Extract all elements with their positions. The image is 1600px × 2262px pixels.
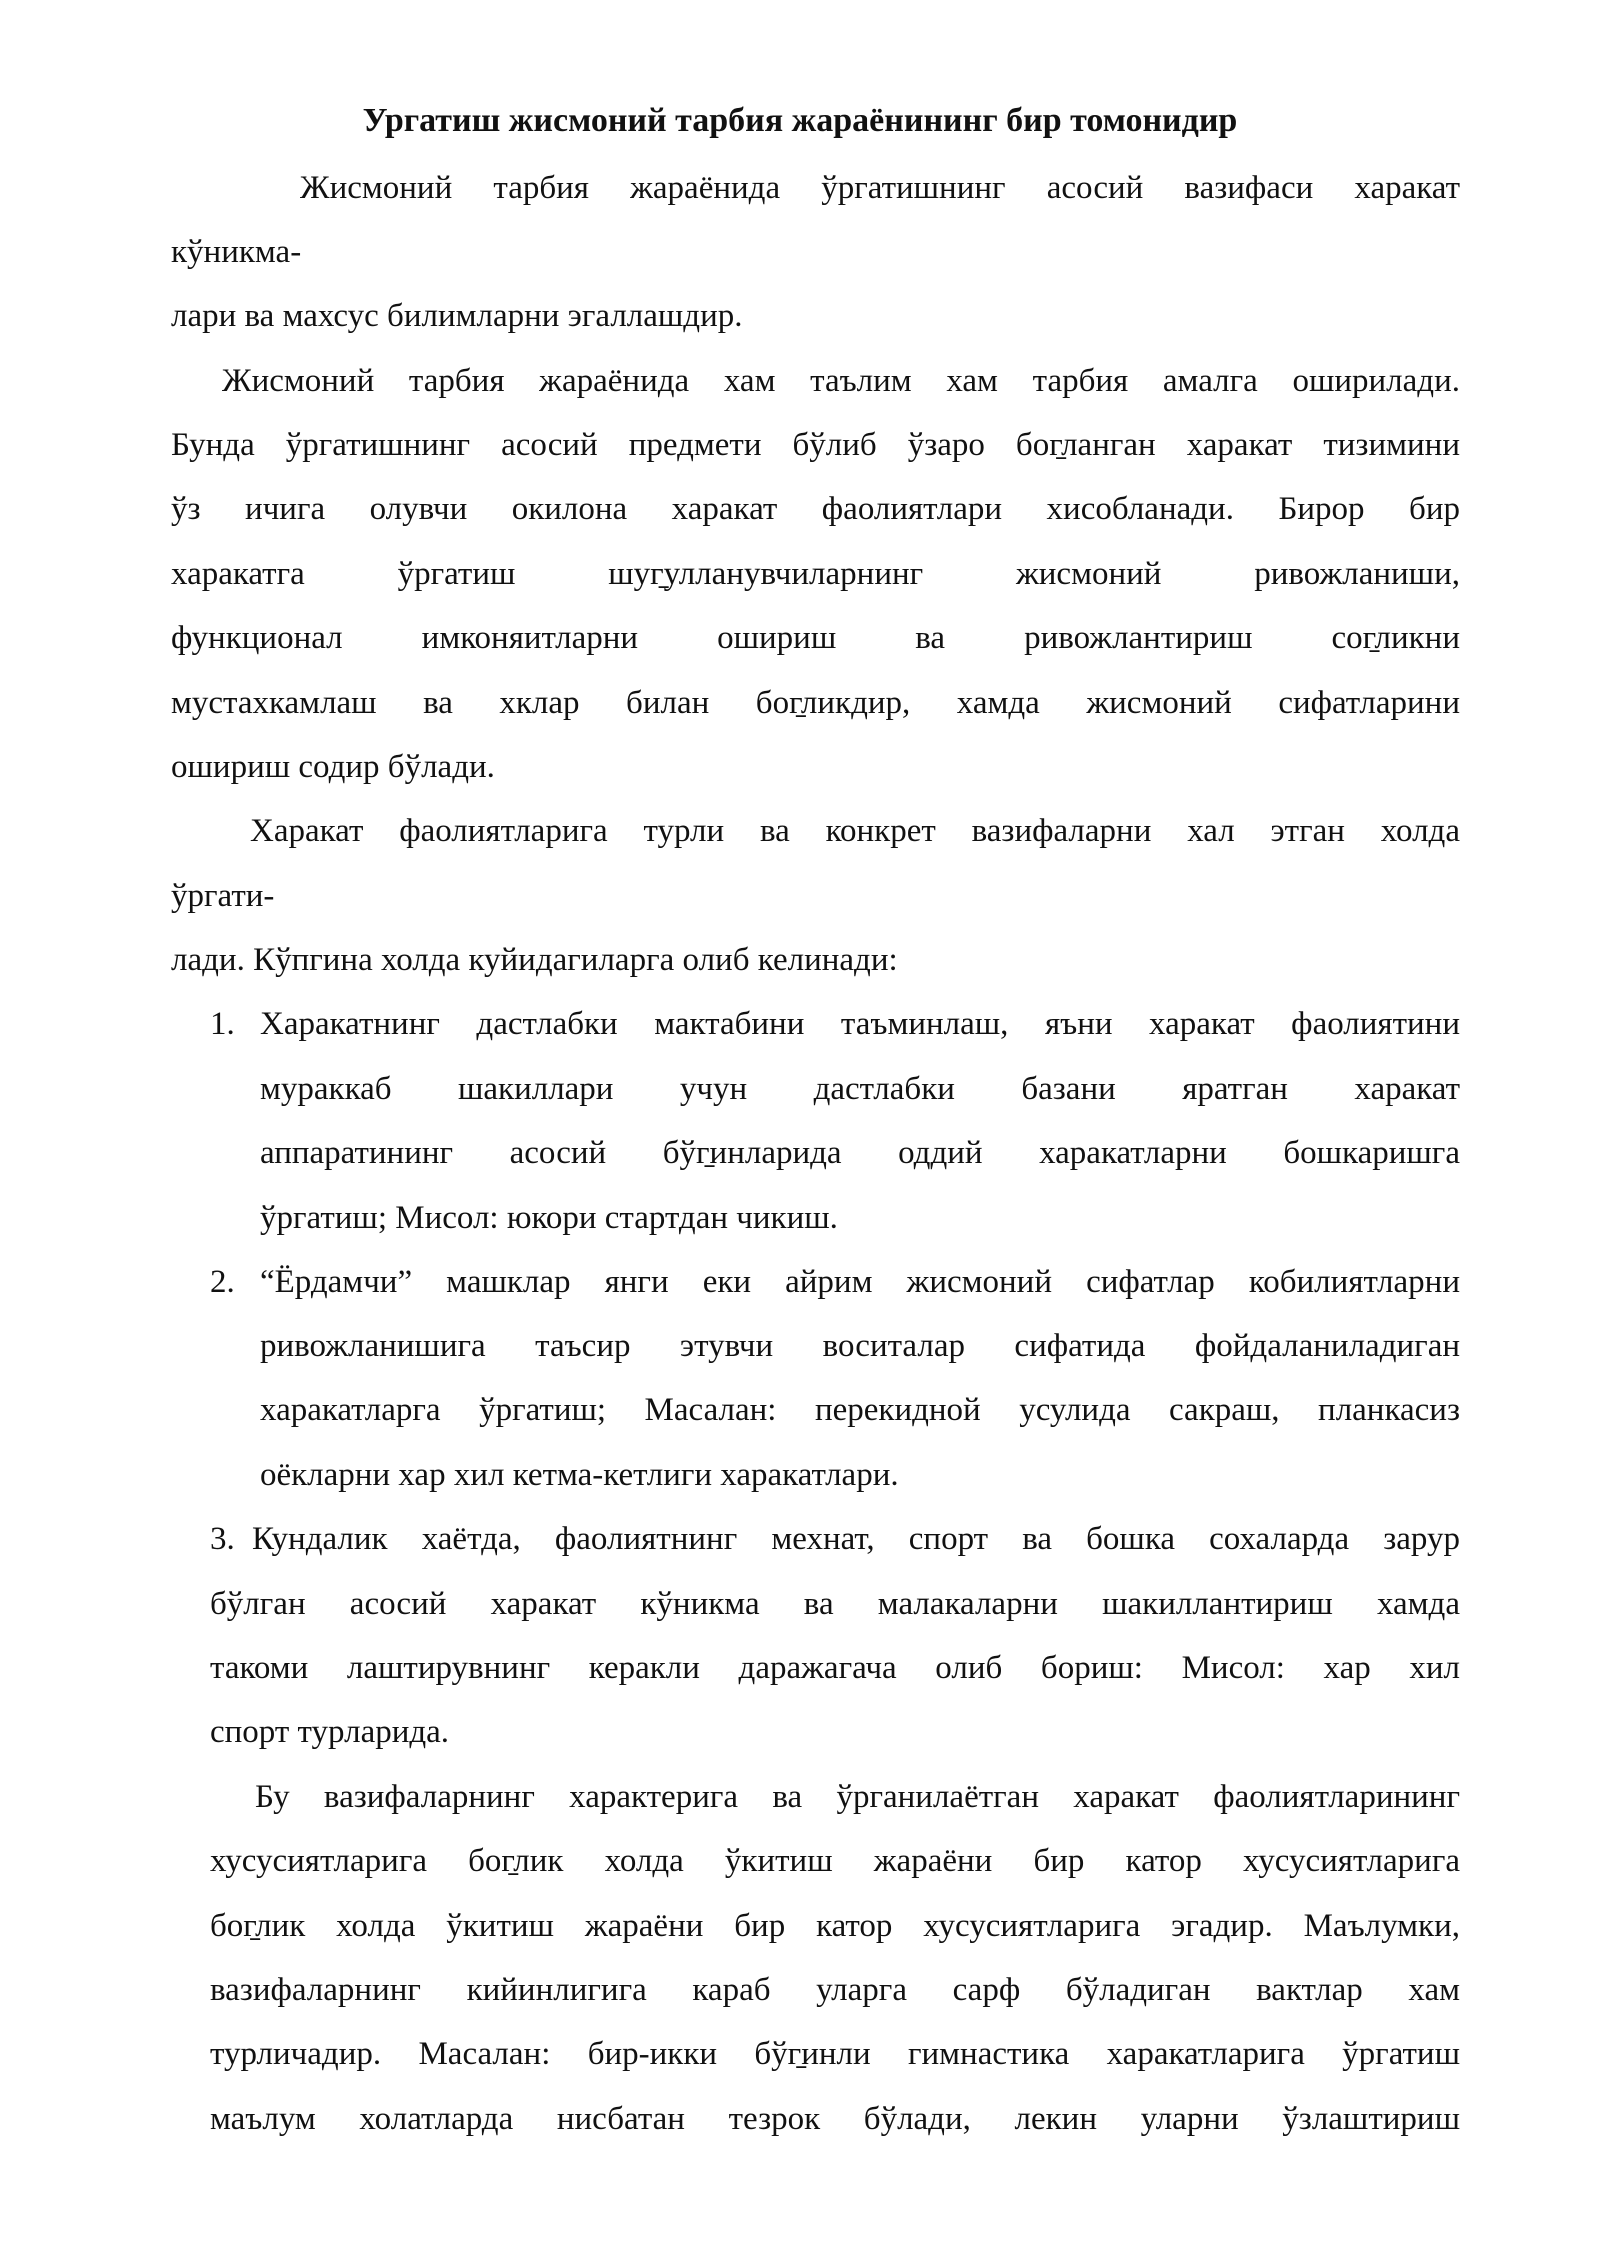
list-item-line: мураккаб шакиллари учун дастлабки базани яратган харакат [260,1071,1460,1107]
list-item-line: бўлган асосий харакат кўникма ва малакаларни шакиллантириш хамда [210,1586,1460,1622]
text-line: лари ва махсус билимларни эгаллашдир. [171,298,743,334]
text-line: Харакат фаолиятларига турли ва конкрет вазифаларни хал этган холда [250,813,1460,849]
list-number: 3. [210,1521,235,1557]
text-line: Бу вазифаларнинг характерига ва ўрганилаётган харакат фаолиятларининг [255,1779,1460,1815]
text-line: лади. Кўпгина холда куйидагиларга олиб келинади: [171,942,898,978]
text-line: бог̱лик холда ўкитиш жараёни бир катор хусусиятларига эгадир. Маълумки, [210,1908,1460,1944]
text-line: Бунда ўргатишнинг асосий предмети бўлиб ўзаро бог̱ланган харакат тизимини [171,427,1460,463]
list-item-line: аппаратининг асосий бўг̱инларида оддий харакатларни бошкаришга [260,1135,1460,1171]
text-line: Жисмоний тарбия жараёнида хам таълим хам тарбия амалга оширилади. [222,363,1460,399]
list-item-line: Харакатнинг дастлабки мактабини таъминлаш, яъни харакат фаолиятини [260,1006,1460,1042]
text-line: ошириш содир бўлади. [171,749,495,785]
list-item-line: “Ёрдамчи” машклар янги еки айрим жисмоний сифатлар кобилиятларни [260,1264,1460,1300]
list-number: 1. [210,1006,235,1042]
list-number: 2. [210,1264,235,1300]
list-item-line: оёкларни хар хил кетма-кетлиги харакатлари. [260,1457,899,1493]
text-line: харакатга ўргатиш шуг̱улланувчиларнинг жисмоний ривожланиши, [171,556,1460,592]
text-line: функционал имконяитларни ошириш ва ривожлантириш сог̱ликни [171,620,1460,656]
text-line: ўз ичига олувчи окилона харакат фаолиятлари хисобланади. Бирор бир [171,491,1460,527]
text-line: турличадир. Масалан: бир-икки бўг̱инли гимнастика харакатларига ўргатиш [210,2036,1460,2072]
list-item-line: ўргатиш; Мисол: юкори стартдан чикиш. [260,1200,838,1236]
list-item-line: ривожланишига таъсир этувчи воситалар сифатида фойдаланиладиган [260,1328,1460,1364]
list-item-line: Кундалик хаётда, фаолиятнинг мехнат, спорт ва бошка сохаларда зарур [252,1521,1460,1557]
list-item-line: харакатларга ўргатиш; Масалан: перекидной усулида сакраш, планкасиз [260,1392,1460,1428]
text-line: маълум холатларда нисбатан тезрок бўлади, лекин уларни ўзлаштириш [210,2101,1460,2137]
text-line: мустахкамлаш ва хклар билан бог̱ликдир, хамда жисмоний сифатларини [171,685,1460,721]
text-line: кўникма- [171,234,302,270]
list-item-line: такоми лаштирувнинг керакли даражагача олиб бориш: Мисол: хар хил [210,1650,1460,1686]
text-line: вазифаларнинг кийинлигига караб уларга сарф бўладиган вактлар хам [210,1972,1460,2008]
document-title: Ургатиш жисмоний тарбия жараёнининг бир томонидир [362,102,1238,139]
text-line: хусусиятларига бог̱лик холда ўкитиш жараёни бир катор хусусиятларига [210,1843,1460,1879]
text-line: Жисмоний тарбия жараёнида ўргатишнинг асосий вазифаси харакат [300,170,1460,206]
list-item-line: спорт турларида. [210,1714,450,1750]
text-line: ўргати- [171,878,275,914]
